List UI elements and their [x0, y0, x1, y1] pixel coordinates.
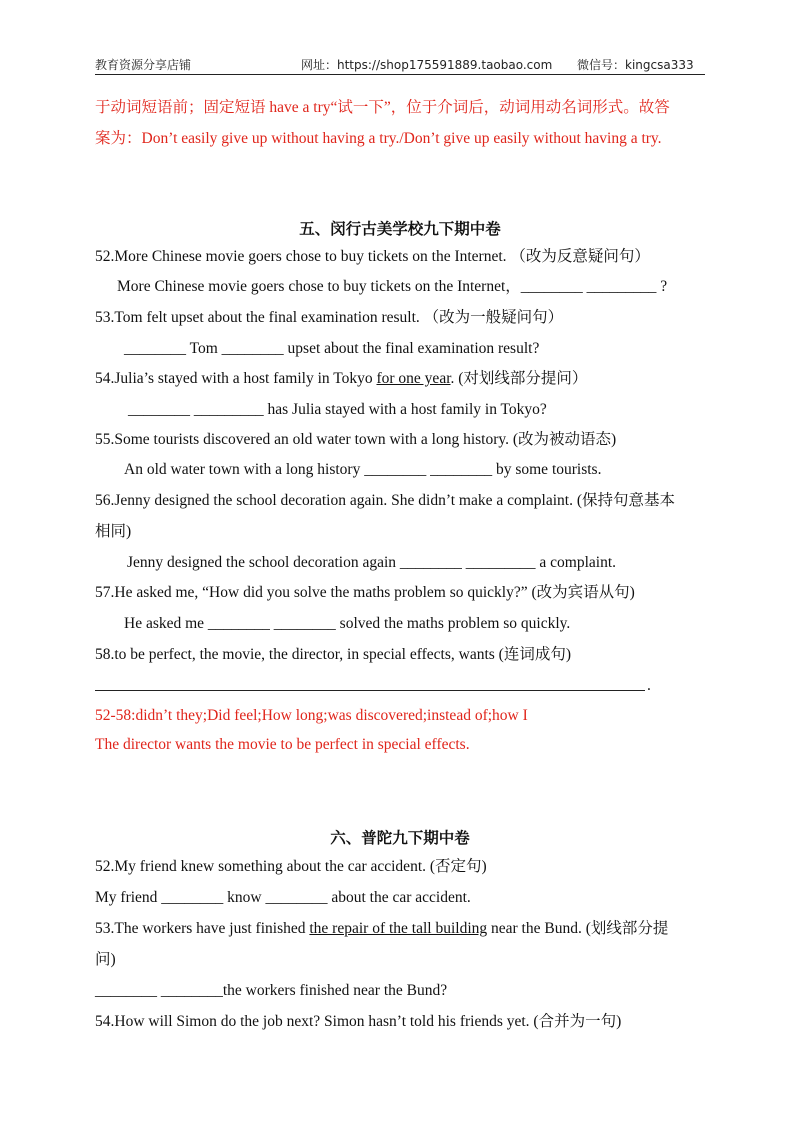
- s6-question-53-blank: ________ ________the workers finished near the Bund?: [95, 982, 448, 999]
- s5-answer-key: 52-58:didn’t they;Did feel;How long;was discovered;instead of;how I: [95, 707, 528, 724]
- s5-question-57: 57.He asked me, “How did you solve the maths problem so quickly?” (改为宾语从句): [95, 584, 635, 601]
- s6-question-54: 54.How will Simon do the job next? Simon hasn’t told his friends yet. (合并为一句): [95, 1013, 622, 1030]
- s5-question-55-blank: An old water town with a long history ________ ________ by some tourists.: [124, 461, 602, 478]
- page-header: [95, 54, 705, 75]
- s5-question-58: 58.to be perfect, the movie, the director, in special effects, wants (连词成句): [95, 646, 571, 663]
- s5-q54-instruction: . (对划线部分提问）: [450, 370, 588, 387]
- answer-line-2: 案为：Don’t easily give up without having a try./Don’t give up easily without having a try.: [95, 130, 662, 147]
- s5-q54-text: 54.Julia’s stayed with a host family in Tokyo: [95, 370, 377, 387]
- s5-q58-answer-line: [95, 690, 645, 691]
- section-5-title: 五、闵行古美学校九下期中卷: [299, 220, 501, 238]
- s5-q58-period: .: [647, 677, 651, 694]
- shop-url: 网址：https://shop175591889.taobao.com: [301, 58, 553, 72]
- s5-question-52: 52.More Chinese movie goers chose to buy tickets on the Internet. （改为反意疑问句）: [95, 248, 650, 265]
- s5-question-57-blank: He asked me ________ ________ solved the maths problem so quickly.: [124, 615, 571, 632]
- s5-q54-underlined: for one year: [376, 370, 451, 387]
- s5-question-56: 56.Jenny designed the school decoration again. She didn’t make a complaint. (保持句意基本: [95, 492, 675, 509]
- s5-question-53: 53.Tom felt upset about the final examination result. （改为一般疑问句）: [95, 309, 564, 326]
- section-6-title: 六、普陀九下期中卷: [330, 829, 470, 847]
- s6-question-53-cont: 问): [95, 951, 116, 968]
- s5-question-55: 55.Some tourists discovered an old water town with a long history. (改为被动语态): [95, 431, 617, 448]
- wechat-id: 微信号：kingcsa333: [577, 58, 694, 72]
- s6-q53-instruction: near the Bund. (划线部分提: [487, 920, 669, 937]
- s6-question-52: 52.My friend knew something about the car accident. (否定句): [95, 858, 487, 875]
- s5-question-52-blank: More Chinese movie goers chose to buy tickets on the Internet，________ _________ ?: [117, 278, 668, 295]
- s5-question-54-blank: ________ _________ has Julia stayed with a host family in Tokyo?: [128, 401, 547, 418]
- s5-question-54: [95, 369, 587, 389]
- s6-q53-underlined: the repair of the tall building: [309, 920, 488, 937]
- s5-question-53-blank: ________ Tom ________ upset about the final examination result?: [124, 340, 540, 357]
- s5-question-56-blank: Jenny designed the school decoration again ________ _________ a complaint.: [127, 554, 617, 571]
- shop-name: 教育资源分享店铺: [95, 58, 192, 72]
- s6-question-52-blank: My friend ________ know ________ about the car accident.: [95, 889, 471, 906]
- s5-answer-q58: The director wants the movie to be perfect in special effects.: [95, 736, 470, 753]
- s6-q53-text: 53.The workers have just finished: [95, 920, 310, 937]
- s5-question-56-cont: 相同): [95, 523, 132, 540]
- answer-line-1: 于动词短语前；固定短语 have a try“试一下”，位于介词后，动词用动名词形式。故答: [95, 99, 670, 116]
- s6-question-53: [95, 919, 668, 939]
